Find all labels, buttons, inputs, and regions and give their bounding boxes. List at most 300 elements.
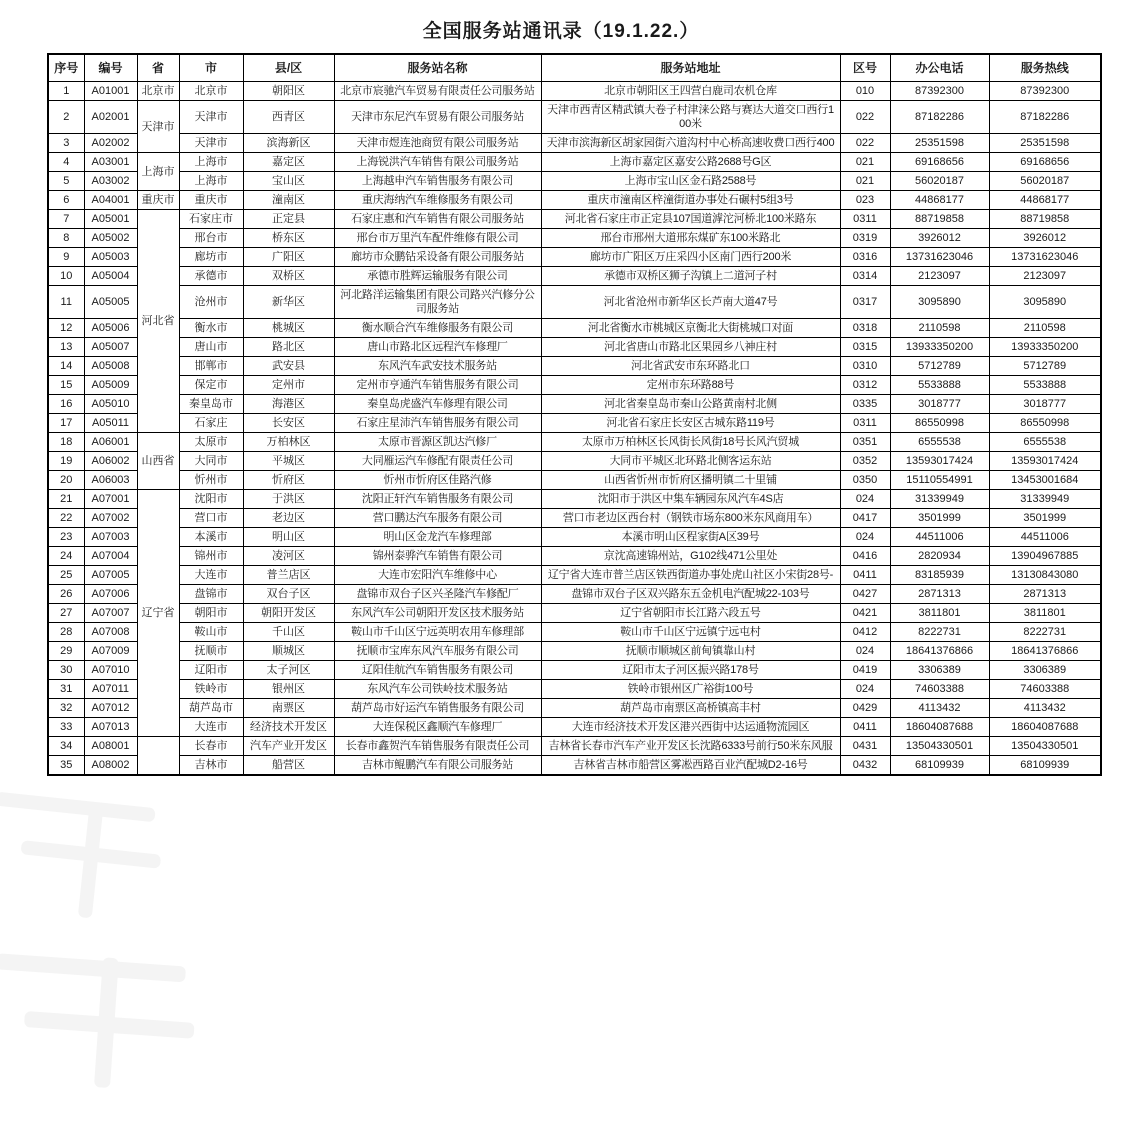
- cell-office-phone: 3018777: [890, 395, 989, 414]
- cell-district: 桃城区: [243, 319, 334, 338]
- cell-code: A02001: [84, 101, 137, 134]
- cell-city: 石家庄: [179, 414, 243, 433]
- table-row: [48, 248, 1101, 267]
- cell-no: 20: [48, 471, 84, 490]
- cell-address: 抚顺市顺城区前甸镇靠山村: [541, 642, 840, 661]
- cell-office-phone: 3811801: [890, 604, 989, 623]
- cell-city: 廊坊市: [179, 248, 243, 267]
- cell-area-code: 0312: [840, 376, 890, 395]
- cell-code: A05009: [84, 376, 137, 395]
- cell-area-code: 0432: [840, 756, 890, 776]
- table-row: [48, 699, 1101, 718]
- cell-area-code: 024: [840, 490, 890, 509]
- cell-address: 定州市东环路88号: [541, 376, 840, 395]
- cell-no: 4: [48, 153, 84, 172]
- cell-area-code: 024: [840, 680, 890, 699]
- cell-area-code: 0431: [840, 737, 890, 756]
- cell-name: 天津市煜连池商贸有限公司服务站: [334, 134, 541, 153]
- cell-hotline: 3095890: [989, 286, 1101, 319]
- cell-office-phone: 13731623046: [890, 248, 989, 267]
- table-row: [48, 82, 1101, 101]
- table-row: [48, 737, 1101, 756]
- cell-hotline: 3501999: [989, 509, 1101, 528]
- table-row: [48, 286, 1101, 319]
- cell-province: 上海市: [137, 153, 179, 191]
- cell-province: [137, 737, 179, 776]
- cell-city: 吉林市: [179, 756, 243, 776]
- cell-area-code: 0310: [840, 357, 890, 376]
- cell-city: 衡水市: [179, 319, 243, 338]
- cell-name: 天津市东尼汽车贸易有限公司服务站: [334, 101, 541, 134]
- table-row: [48, 452, 1101, 471]
- cell-office-phone: 88719858: [890, 210, 989, 229]
- cell-city: 朝阳市: [179, 604, 243, 623]
- cell-no: 12: [48, 319, 84, 338]
- cell-address: 葫芦岛市南票区高桥镇高丰村: [541, 699, 840, 718]
- cell-province: 北京市: [137, 82, 179, 101]
- cell-address: 北京市朝阳区王四营白鹿司农机仓库: [541, 82, 840, 101]
- cell-hotline: 31339949: [989, 490, 1101, 509]
- cell-district: 宝山区: [243, 172, 334, 191]
- cell-hotline: 13904967885: [989, 547, 1101, 566]
- cell-code: A07004: [84, 547, 137, 566]
- cell-office-phone: 87182286: [890, 101, 989, 134]
- cell-name: 大连保税区鑫顺汽车修理厂: [334, 718, 541, 737]
- cell-name: 上海越申汽车销售服务有限公司: [334, 172, 541, 191]
- cell-city: 沧州市: [179, 286, 243, 319]
- cell-city: 天津市: [179, 134, 243, 153]
- cell-hotline: 8222731: [989, 623, 1101, 642]
- cell-province: 辽宁省: [137, 490, 179, 737]
- cell-address: 上海市宝山区金石路2588号: [541, 172, 840, 191]
- cell-address: 河北省石家庄市正定县107国道滹沱河桥北100米路东: [541, 210, 840, 229]
- cell-city: 太原市: [179, 433, 243, 452]
- cell-hotline: 88719858: [989, 210, 1101, 229]
- cell-address: 天津市滨海新区胡家园街六道沟村中心桥高速收费口西行400: [541, 134, 840, 153]
- cell-district: 凌河区: [243, 547, 334, 566]
- watermark: [0, 776, 220, 1096]
- cell-area-code: 0412: [840, 623, 890, 642]
- cell-city: 保定市: [179, 376, 243, 395]
- table-row: [48, 680, 1101, 699]
- cell-district: 船营区: [243, 756, 334, 776]
- cell-district: 潼南区: [243, 191, 334, 210]
- table-row: [48, 585, 1101, 604]
- table-row: [48, 642, 1101, 661]
- cell-name: 东风汽车武安技术服务站: [334, 357, 541, 376]
- table-row: [48, 718, 1101, 737]
- cell-hotline: 68109939: [989, 756, 1101, 776]
- table-row: [48, 229, 1101, 248]
- cell-hotline: 2871313: [989, 585, 1101, 604]
- cell-district: 顺城区: [243, 642, 334, 661]
- cell-name: 廊坊市众鹏钻采设备有限公司服务站: [334, 248, 541, 267]
- cell-hotline: 74603388: [989, 680, 1101, 699]
- cell-office-phone: 3926012: [890, 229, 989, 248]
- table-row: [48, 528, 1101, 547]
- cell-district: 嘉定区: [243, 153, 334, 172]
- cell-city: 葫芦岛市: [179, 699, 243, 718]
- cell-no: 1: [48, 82, 84, 101]
- cell-city: 沈阳市: [179, 490, 243, 509]
- cell-area-code: 0416: [840, 547, 890, 566]
- cell-address: 承德市双桥区狮子沟镇上二道河子村: [541, 267, 840, 286]
- header-district: 县/区: [243, 54, 334, 82]
- table-row: [48, 756, 1101, 776]
- cell-code: A07003: [84, 528, 137, 547]
- cell-district: 明山区: [243, 528, 334, 547]
- table-row: [48, 101, 1101, 134]
- cell-district: 路北区: [243, 338, 334, 357]
- cell-address: 河北省武安市东环路北口: [541, 357, 840, 376]
- cell-no: 30: [48, 661, 84, 680]
- cell-province: 河北省: [137, 210, 179, 433]
- cell-name: 鞍山市千山区宁远英明农用车修理部: [334, 623, 541, 642]
- cell-district: 老边区: [243, 509, 334, 528]
- cell-name: 锦州泰骅汽车销售有限公司: [334, 547, 541, 566]
- cell-hotline: 6555538: [989, 433, 1101, 452]
- cell-address: 天津市西青区精武镇大卷子村津涞公路与赛达大道交口西行100米: [541, 101, 840, 134]
- cell-address: 河北省沧州市新华区长芦南大道47号: [541, 286, 840, 319]
- table-row: [48, 376, 1101, 395]
- cell-code: A06001: [84, 433, 137, 452]
- cell-code: A07002: [84, 509, 137, 528]
- cell-district: 经济技术开发区: [243, 718, 334, 737]
- cell-city: 本溪市: [179, 528, 243, 547]
- cell-city: 唐山市: [179, 338, 243, 357]
- cell-office-phone: 2110598: [890, 319, 989, 338]
- header-province: 省: [137, 54, 179, 82]
- cell-office-phone: 13933350200: [890, 338, 989, 357]
- cell-address: 山西省忻州市忻府区播明镇二十里铺: [541, 471, 840, 490]
- cell-area-code: 0335: [840, 395, 890, 414]
- cell-no: 2: [48, 101, 84, 134]
- cell-address: 辽宁省大连市普兰店区铁西街道办事处虎山社区小宋街28号-: [541, 566, 840, 585]
- cell-hotline: 13933350200: [989, 338, 1101, 357]
- table-row: [48, 433, 1101, 452]
- service-station-table: [47, 53, 1102, 776]
- cell-name: 重庆海纳汽车维修服务有限公司: [334, 191, 541, 210]
- cell-city: 邯郸市: [179, 357, 243, 376]
- cell-office-phone: 31339949: [890, 490, 989, 509]
- cell-district: 双桥区: [243, 267, 334, 286]
- cell-code: A05004: [84, 267, 137, 286]
- cell-code: A07008: [84, 623, 137, 642]
- cell-no: 27: [48, 604, 84, 623]
- cell-area-code: 0351: [840, 433, 890, 452]
- cell-office-phone: 3095890: [890, 286, 989, 319]
- table-row: [48, 661, 1101, 680]
- cell-name: 唐山市路北区远程汽车修理厂: [334, 338, 541, 357]
- cell-address: 重庆市潼南区梓潼街道办事处石碾村5组3号: [541, 191, 840, 210]
- table-row: [48, 604, 1101, 623]
- cell-hotline: 69168656: [989, 153, 1101, 172]
- cell-code: A05010: [84, 395, 137, 414]
- cell-city: 天津市: [179, 101, 243, 134]
- cell-address: 河北省衡水市桃城区京衡北大街桃城口对面: [541, 319, 840, 338]
- header-city: 市: [179, 54, 243, 82]
- cell-city: 鞍山市: [179, 623, 243, 642]
- cell-no: 14: [48, 357, 84, 376]
- cell-city: 石家庄市: [179, 210, 243, 229]
- table-row: [48, 267, 1101, 286]
- cell-hotline: 87392300: [989, 82, 1101, 101]
- cell-office-phone: 83185939: [890, 566, 989, 585]
- cell-district: 海港区: [243, 395, 334, 414]
- table-row: [48, 490, 1101, 509]
- cell-office-phone: 68109939: [890, 756, 989, 776]
- cell-area-code: 0319: [840, 229, 890, 248]
- cell-no: 34: [48, 737, 84, 756]
- table-row: [48, 357, 1101, 376]
- cell-district: 于洪区: [243, 490, 334, 509]
- table-row: [48, 547, 1101, 566]
- cell-no: 25: [48, 566, 84, 585]
- cell-no: 6: [48, 191, 84, 210]
- cell-city: 锦州市: [179, 547, 243, 566]
- cell-office-phone: 56020187: [890, 172, 989, 191]
- cell-name: 石家庄星沛汽车销售服务有限公司: [334, 414, 541, 433]
- cell-no: 7: [48, 210, 84, 229]
- table-row: [48, 134, 1101, 153]
- header-station-name: 服务站名称: [334, 54, 541, 82]
- cell-code: A05008: [84, 357, 137, 376]
- cell-area-code: 024: [840, 528, 890, 547]
- cell-no: 17: [48, 414, 84, 433]
- cell-address: 本溪市明山区程家街A区39号: [541, 528, 840, 547]
- cell-district: 银州区: [243, 680, 334, 699]
- cell-city: 秦皇岛市: [179, 395, 243, 414]
- cell-address: 上海市嘉定区嘉安公路2688号G区: [541, 153, 840, 172]
- cell-name: 定州市亨通汽车销售服务有限公司: [334, 376, 541, 395]
- cell-address: 邢台市邢州大道邢东煤矿东100米路北: [541, 229, 840, 248]
- cell-province: 重庆市: [137, 191, 179, 210]
- table-row: [48, 210, 1101, 229]
- cell-code: A07010: [84, 661, 137, 680]
- cell-district: 太子河区: [243, 661, 334, 680]
- cell-office-phone: 69168656: [890, 153, 989, 172]
- cell-city: 营口市: [179, 509, 243, 528]
- cell-office-phone: 13504330501: [890, 737, 989, 756]
- table-row: [48, 471, 1101, 490]
- cell-district: 汽车产业开发区: [243, 737, 334, 756]
- cell-office-phone: 87392300: [890, 82, 989, 101]
- cell-no: 32: [48, 699, 84, 718]
- cell-district: 双台子区: [243, 585, 334, 604]
- cell-code: A05006: [84, 319, 137, 338]
- cell-code: A07009: [84, 642, 137, 661]
- cell-city: 铁岭市: [179, 680, 243, 699]
- cell-city: 盘锦市: [179, 585, 243, 604]
- cell-area-code: 0352: [840, 452, 890, 471]
- table-row: [48, 191, 1101, 210]
- cell-no: 26: [48, 585, 84, 604]
- cell-no: 35: [48, 756, 84, 776]
- cell-name: 忻州市忻府区佳路汽修: [334, 471, 541, 490]
- cell-area-code: 0427: [840, 585, 890, 604]
- cell-code: A05001: [84, 210, 137, 229]
- cell-code: A05003: [84, 248, 137, 267]
- cell-area-code: 0417: [840, 509, 890, 528]
- cell-address: 大连市经济技术开发区港兴西街中达运通物流园区: [541, 718, 840, 737]
- header-code: 编号: [84, 54, 137, 82]
- cell-address: 吉林省吉林市船营区雾凇西路百业汽配城D2-16号: [541, 756, 840, 776]
- cell-district: 正定县: [243, 210, 334, 229]
- cell-area-code: 0311: [840, 210, 890, 229]
- cell-name: 承德市胜辉运输服务有限公司: [334, 267, 541, 286]
- cell-no: 24: [48, 547, 84, 566]
- cell-district: 广阳区: [243, 248, 334, 267]
- cell-office-phone: 3501999: [890, 509, 989, 528]
- table-row: [48, 319, 1101, 338]
- cell-no: 22: [48, 509, 84, 528]
- cell-no: 18: [48, 433, 84, 452]
- header-hotline: 服务热线: [989, 54, 1101, 82]
- cell-district: 南票区: [243, 699, 334, 718]
- cell-no: 21: [48, 490, 84, 509]
- cell-area-code: 023: [840, 191, 890, 210]
- cell-address: 河北省石家庄长安区古城东路119号: [541, 414, 840, 433]
- cell-address: 盘锦市双台子区双兴路东五金机电汽配城22-103号: [541, 585, 840, 604]
- cell-address: 河北省秦皇岛市秦山公路黄南村北侧: [541, 395, 840, 414]
- cell-code: A06002: [84, 452, 137, 471]
- header-office-phone: 办公电话: [890, 54, 989, 82]
- cell-hotline: 3018777: [989, 395, 1101, 414]
- cell-no: 13: [48, 338, 84, 357]
- cell-hotline: 18641376866: [989, 642, 1101, 661]
- cell-no: 5: [48, 172, 84, 191]
- cell-office-phone: 8222731: [890, 623, 989, 642]
- cell-city: 长春市: [179, 737, 243, 756]
- cell-city: 承德市: [179, 267, 243, 286]
- cell-name: 大连市宏阳汽车维修中心: [334, 566, 541, 585]
- cell-address: 大同市平城区北环路北侧客运东站: [541, 452, 840, 471]
- cell-no: 10: [48, 267, 84, 286]
- table-row: [48, 623, 1101, 642]
- cell-address: 辽阳市太子河区振兴路178号: [541, 661, 840, 680]
- header-no: 序号: [48, 54, 84, 82]
- cell-district: 定州市: [243, 376, 334, 395]
- cell-name: 抚顺市宝库东风汽车服务有限公司: [334, 642, 541, 661]
- header-area-code: 区号: [840, 54, 890, 82]
- cell-office-phone: 44511006: [890, 528, 989, 547]
- cell-area-code: 0311: [840, 414, 890, 433]
- cell-name: 邢台市万里汽车配件维修有限公司: [334, 229, 541, 248]
- cell-district: 长安区: [243, 414, 334, 433]
- cell-district: 普兰店区: [243, 566, 334, 585]
- cell-code: A07005: [84, 566, 137, 585]
- cell-office-phone: 74603388: [890, 680, 989, 699]
- table-row: [48, 566, 1101, 585]
- cell-office-phone: 86550998: [890, 414, 989, 433]
- cell-city: 大连市: [179, 718, 243, 737]
- cell-city: 抚顺市: [179, 642, 243, 661]
- cell-name: 北京市宸驰汽车贸易有限责任公司服务站: [334, 82, 541, 101]
- cell-name: 大同雁运汽车修配有限责任公司: [334, 452, 541, 471]
- cell-area-code: 0318: [840, 319, 890, 338]
- cell-no: 19: [48, 452, 84, 471]
- cell-office-phone: 44868177: [890, 191, 989, 210]
- cell-district: 西青区: [243, 101, 334, 134]
- cell-no: 8: [48, 229, 84, 248]
- cell-no: 28: [48, 623, 84, 642]
- cell-hotline: 2110598: [989, 319, 1101, 338]
- cell-address: 营口市老边区西台村（钢铁市场东800米东风商用车）: [541, 509, 840, 528]
- cell-district: 千山区: [243, 623, 334, 642]
- cell-no: 29: [48, 642, 84, 661]
- cell-address: 京沈高速锦州站，G102线471公里处: [541, 547, 840, 566]
- cell-name: 长春市鑫贺汽车销售服务有限责任公司: [334, 737, 541, 756]
- cell-district: 武安县: [243, 357, 334, 376]
- cell-no: 16: [48, 395, 84, 414]
- cell-code: A07012: [84, 699, 137, 718]
- cell-code: A05007: [84, 338, 137, 357]
- cell-district: 滨海新区: [243, 134, 334, 153]
- page-title: 全国服务站通讯录（19.1.22.）: [422, 21, 700, 42]
- cell-name: 东风汽车公司朝阳开发区技术服务站: [334, 604, 541, 623]
- cell-name: 辽阳佳航汽车销售服务有限公司: [334, 661, 541, 680]
- cell-hotline: 3306389: [989, 661, 1101, 680]
- cell-name: 太原市晋源区凯达汽修厂: [334, 433, 541, 452]
- cell-hotline: 3926012: [989, 229, 1101, 248]
- table-row: [48, 172, 1101, 191]
- cell-area-code: 0411: [840, 718, 890, 737]
- cell-area-code: 0316: [840, 248, 890, 267]
- cell-name: 沈阳正轩汽车销售服务有限公司: [334, 490, 541, 509]
- cell-district: 桥东区: [243, 229, 334, 248]
- cell-office-phone: 5533888: [890, 376, 989, 395]
- cell-name: 营口鹏达汽车服务有限公司: [334, 509, 541, 528]
- cell-address: 沈阳市于洪区中集车辆园东风汽车4S店: [541, 490, 840, 509]
- cell-hotline: 86550998: [989, 414, 1101, 433]
- cell-district: 万柏林区: [243, 433, 334, 452]
- cell-city: 上海市: [179, 153, 243, 172]
- cell-name: 吉林市鲲鹏汽车有限公司服务站: [334, 756, 541, 776]
- cell-city: 重庆市: [179, 191, 243, 210]
- cell-area-code: 0419: [840, 661, 890, 680]
- cell-hotline: 13453001684: [989, 471, 1101, 490]
- cell-area-code: 0317: [840, 286, 890, 319]
- cell-area-code: 022: [840, 101, 890, 134]
- cell-code: A03002: [84, 172, 137, 191]
- cell-office-phone: 25351598: [890, 134, 989, 153]
- cell-name: 石家庄惠和汽车销售有限公司服务站: [334, 210, 541, 229]
- cell-hotline: 44868177: [989, 191, 1101, 210]
- table-row: [48, 414, 1101, 433]
- cell-code: A07007: [84, 604, 137, 623]
- cell-hotline: 13130843080: [989, 566, 1101, 585]
- cell-office-phone: 18641376866: [890, 642, 989, 661]
- cell-area-code: 0315: [840, 338, 890, 357]
- cell-office-phone: 15110554991: [890, 471, 989, 490]
- cell-city: 大连市: [179, 566, 243, 585]
- cell-city: 上海市: [179, 172, 243, 191]
- cell-district: 新华区: [243, 286, 334, 319]
- cell-area-code: 021: [840, 172, 890, 191]
- table-row: [48, 509, 1101, 528]
- cell-city: 忻州市: [179, 471, 243, 490]
- cell-address: 辽宁省朝阳市长江路六段五号: [541, 604, 840, 623]
- cell-hotline: 25351598: [989, 134, 1101, 153]
- cell-no: 31: [48, 680, 84, 699]
- cell-code: A05011: [84, 414, 137, 433]
- cell-city: 北京市: [179, 82, 243, 101]
- cell-hotline: 13504330501: [989, 737, 1101, 756]
- cell-no: 3: [48, 134, 84, 153]
- cell-area-code: 0421: [840, 604, 890, 623]
- cell-code: A07001: [84, 490, 137, 509]
- cell-area-code: 010: [840, 82, 890, 101]
